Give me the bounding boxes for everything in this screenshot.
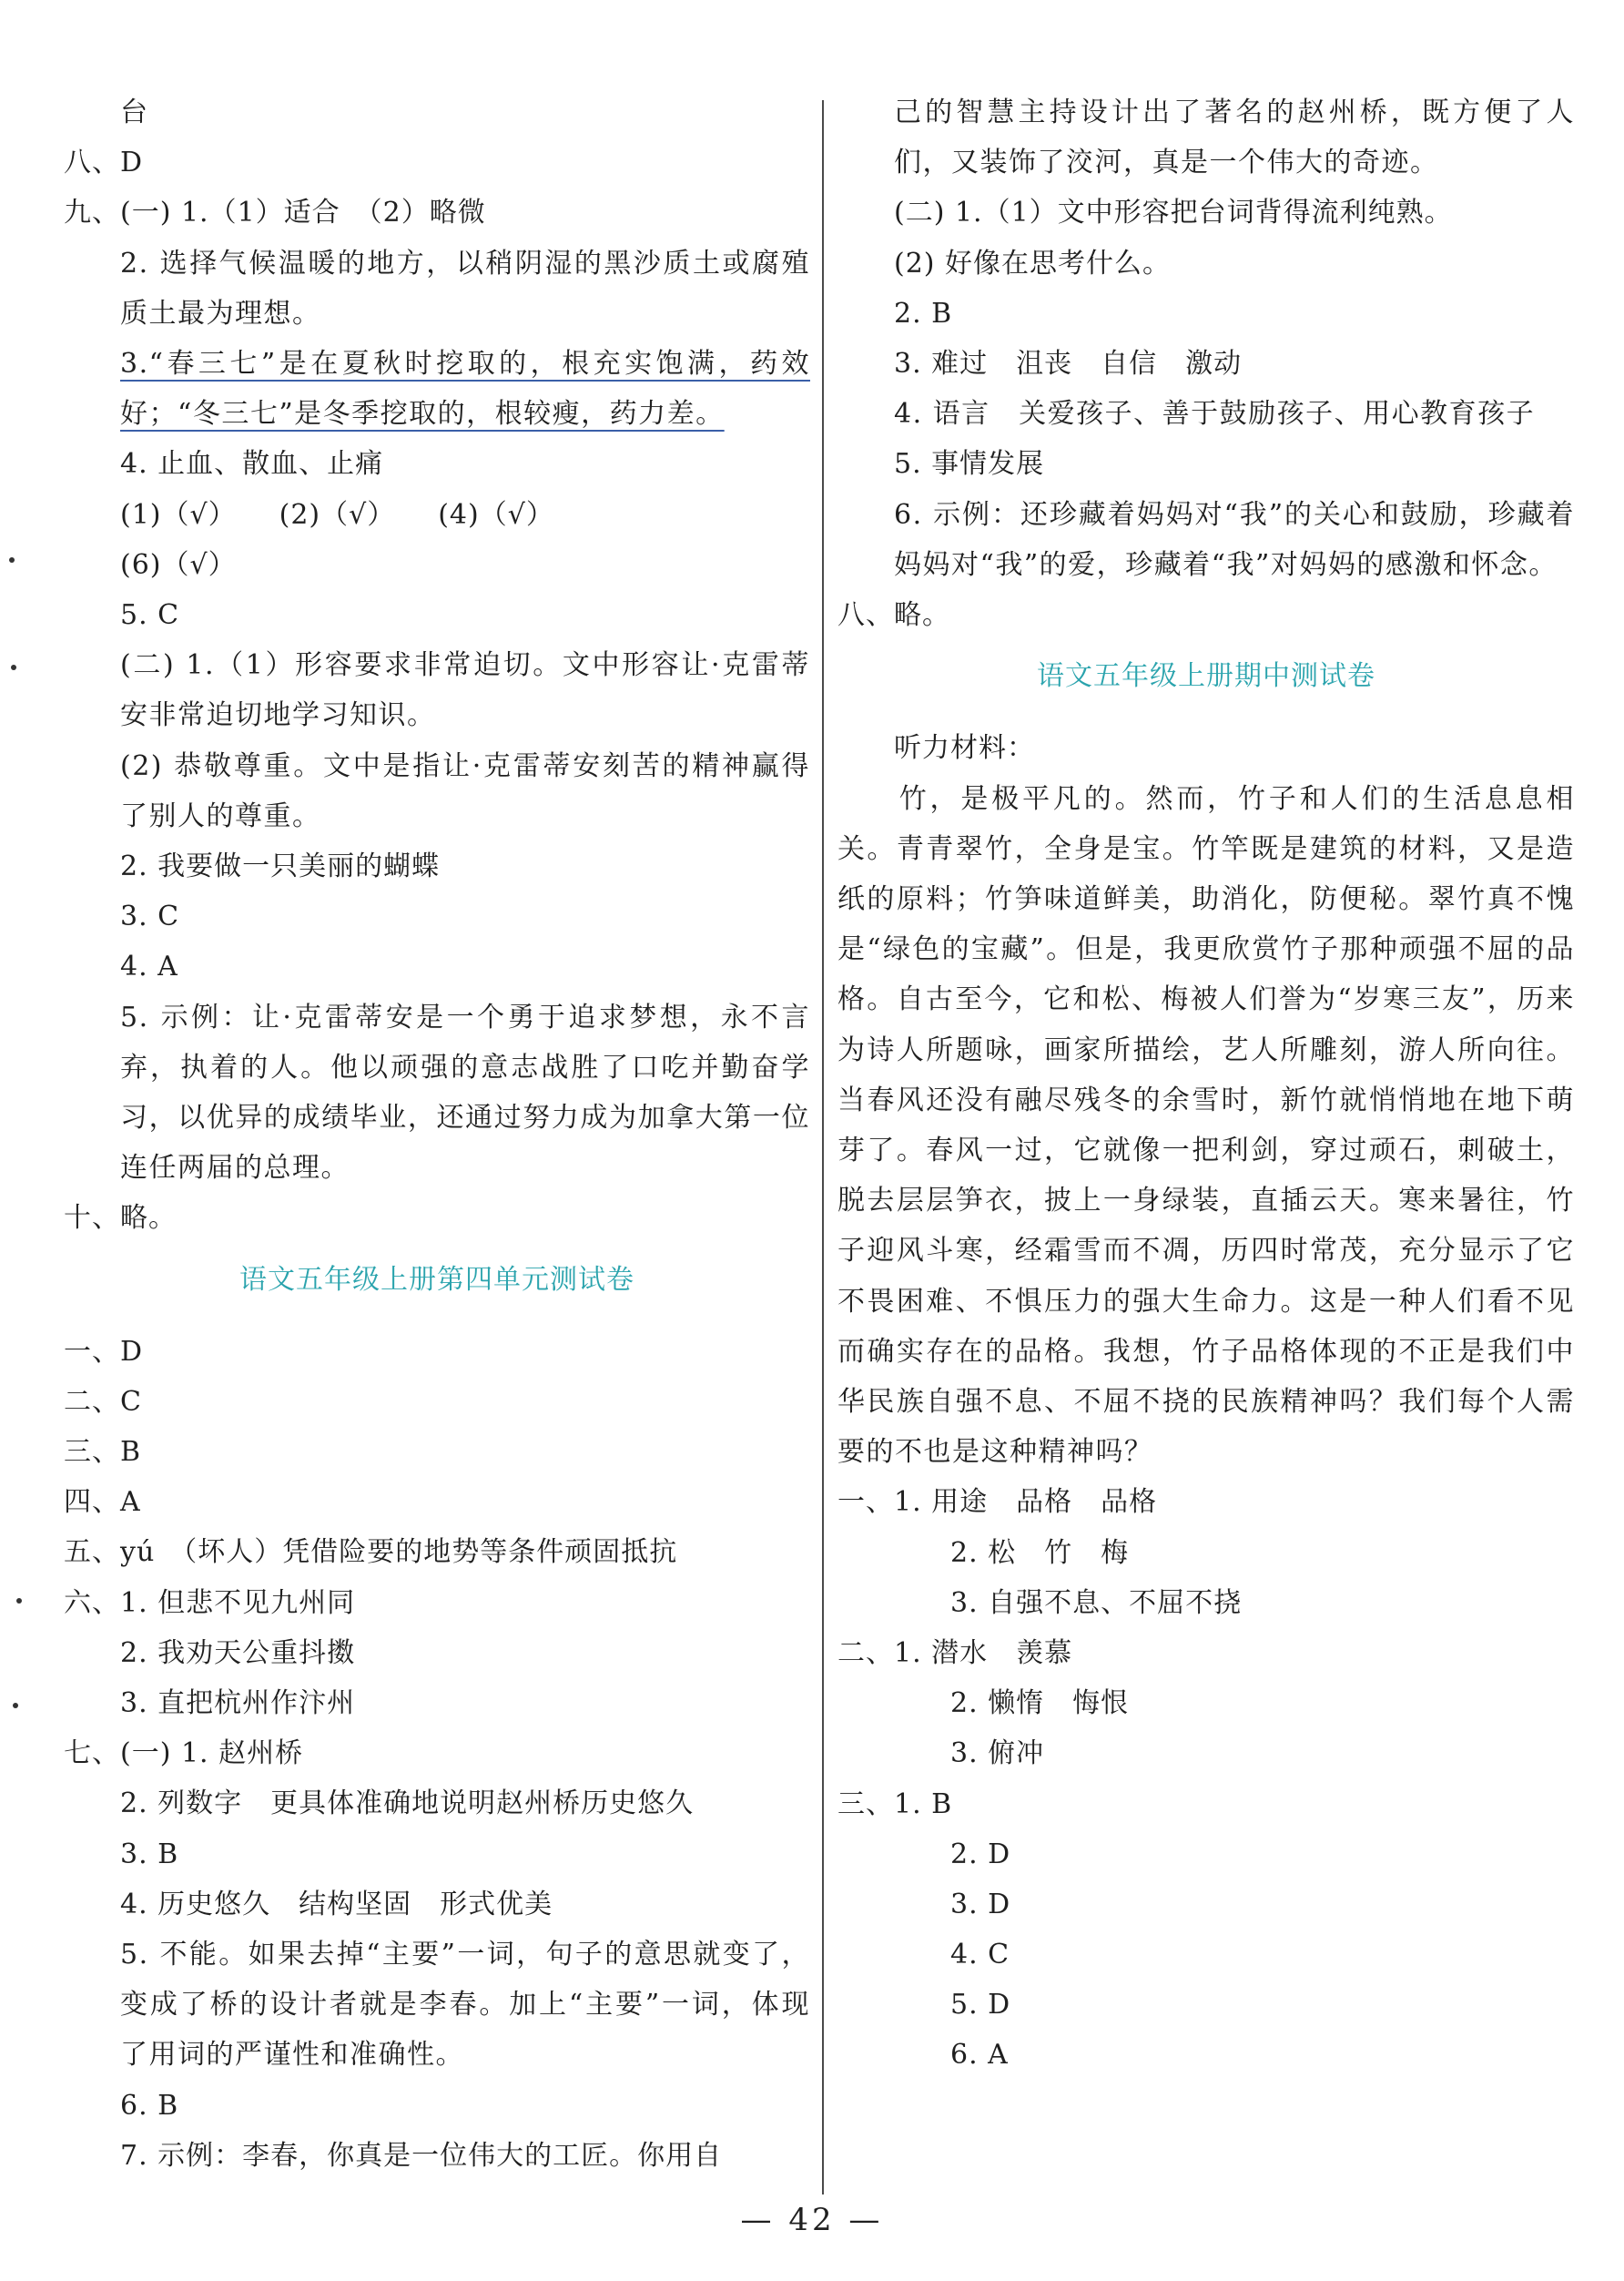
left-column [64, 87, 810, 2181]
page-number: — 42 — [740, 2202, 884, 2238]
answer-line: 八、D [64, 147, 144, 179]
answer-line: 3. D [950, 1888, 1011, 1920]
answer-line: 2. 我要做一只美丽的蝴蝶 [120, 850, 441, 882]
answer-line: 3. 自强不息、不屈不挠 [950, 1586, 1243, 1619]
answer-line: (6)（√） [120, 548, 237, 581]
answer-line: 竹，是极平凡的。然而，竹子和人们的生活息息相关。青青翠竹，全身是宝。竹竿既是建筑的材料，又是造纸的原料；竹笋味道鲜美，助消化，防便秘。翠竹真不愧是“绿色的宝藏”。但是，我更欣赏竹子那种顽强不屈的品格。自古至今，它和松、梅被人们誉为“岁寒三友”，历来为诗人所题咏，画家所描绘，艺人所雕刻，游人所向往。当春风还没有融尽残冬的余雪时，新竹就悄悄地在地下萌芽了。春风一过，它就像一把利剑，穿过顽石，刺破土，脱去层层笋衣，披上一身绿装，直插云天。寒来暑往，竹子迎风斗寒，经霜雪而不凋，历四时常茂，充分显示了它不畏困难、不惧压力的强大生命力。这是一种人们看不见而确实存在的品格。我想，竹子品格体现的不正是我们中华民族自强不息、不屈不挠的民族精神吗？我们每个人需要的不也是这种精神吗？ [837, 782, 1575, 1469]
answer-line: 3. 俯冲 [950, 1737, 1045, 1770]
answer-line: 一、1. 用途 品格 品格 [837, 1486, 1158, 1519]
answer-line: 3. C [120, 901, 180, 933]
answer-line: 4. A [120, 951, 178, 983]
answer-line: 2. B [894, 297, 953, 330]
answer-line: 己的智慧主持设计出了著名的赵州桥，既方便了人们，又装饰了洨河，真是一个伟大的奇迹。 [894, 97, 1575, 179]
answer-line: 5. 不能。如果去掉“主要”一词，句子的意思就变了，变成了桥的设计者就是李春。加上“主要”一词，体现了用词的严谨性和准确性。 [120, 1938, 810, 2072]
answer-line: 三、1. B [837, 1787, 953, 1820]
answer-line: 台 [120, 97, 148, 128]
answer-line: 2. 松 竹 梅 [950, 1536, 1130, 1569]
answer-line: 一、D [64, 1335, 144, 1368]
scan-speck [13, 1703, 18, 1708]
answer-line: 2. D [950, 1838, 1011, 1870]
answer-line: 三、B [64, 1436, 142, 1469]
answer-line: 四、A [64, 1486, 141, 1519]
answer-line: 4. 语言 关爱孩子、善于鼓励孩子、用心教育孩子 [894, 398, 1536, 431]
answer-line: 3. 直把杭州作汴州 [120, 1687, 356, 1720]
answer-line: 3. B [120, 1838, 179, 1870]
answer-line: 八、略。 [837, 598, 950, 631]
answer-line: 5. 事情发展 [894, 448, 1045, 481]
scan-speck [9, 557, 15, 563]
answer-line: 二、1. 潜水 羡慕 [837, 1636, 1073, 1669]
answer-line: 6. 示例：还珍藏着妈妈对“我”的关心和鼓励，珍藏着妈妈对“我”的爱，珍藏着“我”对妈妈的感激和怀念。 [894, 498, 1575, 581]
answer-line: 4. C [950, 1939, 1010, 1971]
answer-line: 5. C [120, 598, 180, 631]
answer-line: 2. 我劝天公重抖擞 [120, 1636, 356, 1669]
answer-line: 5. D [950, 1989, 1011, 2021]
section-heading: 语文五年级上册期中测试卷 [1037, 660, 1375, 693]
answer-line: 2. 懒惰 悔恨 [950, 1687, 1130, 1720]
answer-line: 十、略。 [64, 1202, 177, 1235]
answer-line: (2) 好像在思考什么。 [894, 247, 1172, 280]
scan-speck [11, 665, 16, 670]
answer-line: 3.“春三七”是在夏秋时挖取的，根充实饱满，药效好；“冬三七”是冬季挖取的，根较瘦，药力差。 [120, 347, 810, 431]
answer-line: (二) 1.（1）形容要求非常迫切。文中形容让·克雷蒂安非常迫切地学习知识。 [120, 649, 810, 732]
answer-line: 五、yú （坏人）凭借险要的地势等条件顽固抵抗 [64, 1536, 678, 1569]
answer-line: 六、1. 但悲不见九州同 [64, 1586, 356, 1619]
answer-line: 4. 历史悠久 结构坚固 形式优美 [120, 1888, 553, 1920]
answer-line: 九、(一) 1.（1）适合 （2）略微 [64, 197, 486, 229]
answer-line: (2) 恭敬尊重。文中是指让·克雷蒂安刻苦的精神赢得了别人的尊重。 [120, 749, 810, 832]
answer-line: (二) 1.（1）文中形容把台词背得流利纯熟。 [894, 197, 1453, 229]
answer-line: (1)（√） (2)（√） (4)（√） [120, 498, 554, 531]
answer-line: 3. 难过 沮丧 自信 激动 [894, 347, 1243, 380]
right-column [837, 87, 1575, 2081]
answer-line: 4. 止血、散血、止痛 [120, 448, 384, 481]
scan-speck [16, 1598, 22, 1604]
answer-line: 5. 示例：让·克雷蒂安是一个勇于追求梦想，永不言弃，执着的人。他以顽强的意志战胜了口吃并勤奋学习，以优异的成绩毕业，还通过努力成为加拿大第一位连任两届的总理。 [120, 1001, 810, 1185]
answer-line: 2. 列数字 更具体准确地说明赵州桥历史悠久 [120, 1787, 695, 1820]
answer-line: 听力材料： [894, 732, 1035, 765]
section-heading: 语文五年级上册第四单元测试卷 [239, 1263, 634, 1296]
answer-line: 7. 示例：李春，你真是一位伟大的工匠。你用自 [120, 2139, 723, 2172]
answer-line: 6. A [950, 2039, 1009, 2072]
answer-line: 6. B [120, 2089, 179, 2122]
answer-line: 七、(一) 1. 赵州桥 [64, 1737, 304, 1770]
answer-line: 二、C [64, 1385, 142, 1418]
column-divider [822, 100, 824, 2194]
answer-line: 2. 选择气候温暖的地方，以稍阴湿的黑沙质土或腐殖质土最为理想。 [120, 247, 810, 330]
